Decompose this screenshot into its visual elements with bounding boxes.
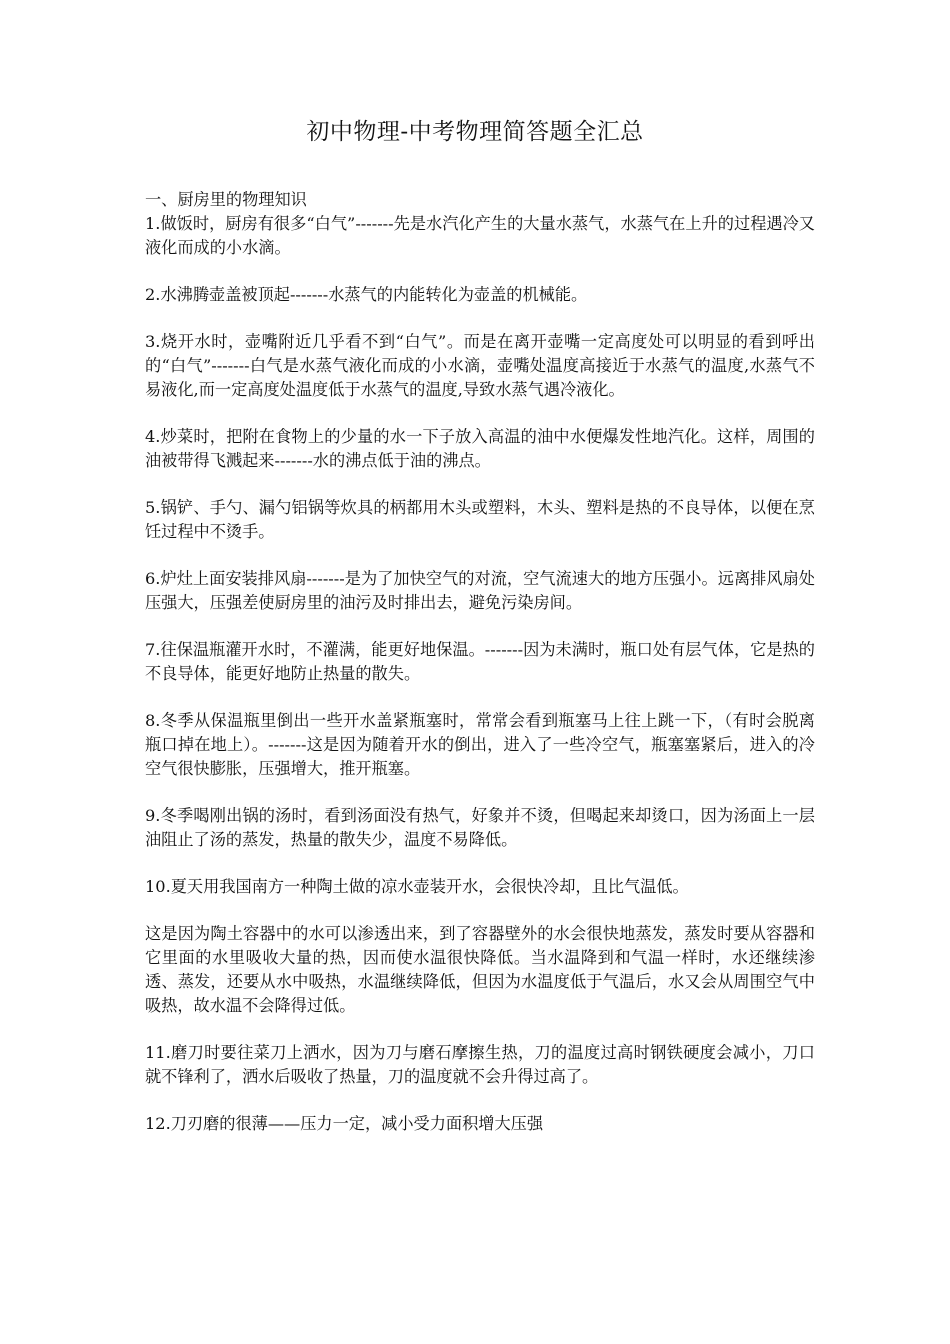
page-title: 初中物理-中考物理简答题全汇总 [306, 119, 644, 145]
paragraph: 11.磨刀时要往菜刀上洒水，因为刀与磨石摩擦生热，刀的温度过高时钢铁硬度会减小，刀口就不锋利了，洒水后吸收了热量，刀的温度就不会升得过高了。 [145, 1043, 815, 1086]
paragraph: 7.往保温瓶灌开水时，不灌满，能更好地保温。-------因为未满时，瓶口处有层气体，它是热的不良导体，能更好地防止热量的散失。 [145, 640, 815, 683]
paragraph: 1.做饭时，厨房有很多“白气”-------先是水汽化产生的大量水蒸气，水蒸气在上升的过程遇冷又液化而成的小水滴。 [145, 214, 815, 257]
paragraph: 2.水沸腾壶盖被顶起-------水蒸气的内能转化为壶盖的机械能。 [145, 285, 588, 304]
document-body [145, 188, 815, 1159]
paragraph: 6.炉灶上面安装排风扇-------是为了加快空气的对流，空气流速大的地方压强小。远离排风扇处压强大，压强差使厨房里的油污及时排出去，避免污染房间。 [145, 569, 815, 612]
paragraph: 4.炒菜时，把附在食物上的少量的水一下子放入高温的油中水便爆发性地汽化。这样，周围的油被带得飞溅起来-------水的沸点低于油的沸点。 [145, 427, 815, 470]
paragraph: 12.刀刃磨的很薄——压力一定，减小受力面积增大压强 [145, 1114, 544, 1133]
paragraph: 3.烧开水时，壶嘴附近几乎看不到“白气”。而是在离开壶嘴一定高度处可以明显的看到呼出的“白气”-------白气是水蒸气液化而成的小水滴，壶嘴处温度高接近于水蒸气的温度,水蒸气不易液化,而一定高度处温度低于水蒸气的温度,导致水蒸气遇冷液化。 [145, 332, 815, 399]
paragraph: 10.夏天用我国南方一种陶土做的凉水壶装开水，会很快冷却，且比气温低。 [145, 877, 689, 896]
paragraph: 5.锅铲、手勺、漏勺铝锅等炊具的柄都用木头或塑料，木头、塑料是热的不良导体，以便在烹饪过程中不烫手。 [145, 498, 815, 541]
paragraph: 9.冬季喝刚出锅的汤时，看到汤面没有热气，好象并不烫，但喝起来却烫口，因为汤面上一层油阻止了汤的蒸发，热量的散失少，温度不易降低。 [145, 806, 815, 849]
section-heading: 一、厨房里的物理知识 [145, 190, 307, 209]
paragraph: 8.冬季从保温瓶里倒出一些开水盖紧瓶塞时，常常会看到瓶塞马上往上跳一下，（有时会脱离瓶口掉在地上）。-------这是因为随着开水的倒出，进入了一些冷空气，瓶塞塞紧后，进入的冷空气很快膨胀，压强增大，推开瓶塞。 [145, 711, 815, 778]
paragraph: 这是因为陶土容器中的水可以渗透出来，到了容器壁外的水会很快地蒸发，蒸发时要从容器和它里面的水里吸收大量的热，因而使水温很快降低。当水温降到和气温一样时，水还继续渗透、蒸发，还要从水中吸热，水温继续降低，但因为水温度低于气温后，水又会从周围空气中吸热，故水温不会降得过低。 [145, 924, 815, 1015]
